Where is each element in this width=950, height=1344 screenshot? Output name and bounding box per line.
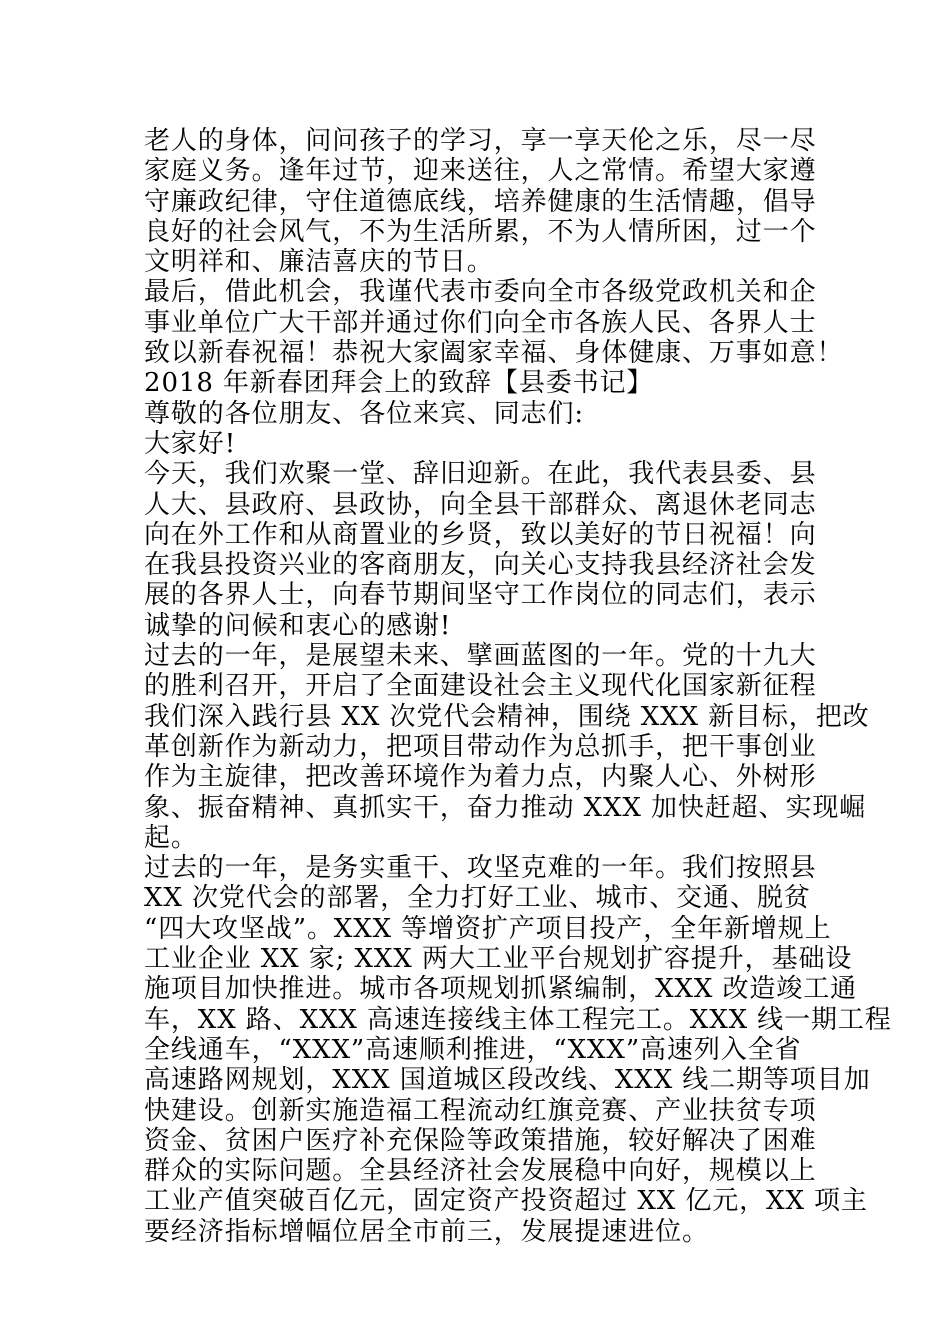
text-line: 作为主旋律，把改善环境作为着力点，内聚人心、外树形 xyxy=(144,762,817,793)
text-line: 我们深入践行县 XX 次党代会精神，围绕 XXX 新目标，把改 xyxy=(144,701,870,732)
greeting: 大家好! xyxy=(144,428,237,459)
text-line: 在我县投资兴业的客商朋友，向关心支持我县经济社会发 xyxy=(144,550,817,581)
text-line: 向在外工作和从商置业的乡贤，致以美好的节日祝福！向 xyxy=(144,519,817,550)
text-line: 资金、贫困户医疗补充保险等政策措施，较好解决了困难 xyxy=(144,1125,817,1156)
text-line: 家庭义务。逢年过节，迎来送往，人之常情。希望大家遵 xyxy=(144,156,817,187)
text-line: 诚挚的问候和衷心的感谢! xyxy=(144,610,452,641)
text-line: XX 次党代会的部署，全力打好工业、城市、交通、脱贫 xyxy=(144,883,811,914)
text-line: 老人的身体，问问孩子的学习，享一享天伦之乐，尽一尽 xyxy=(144,126,817,156)
text-line: 要经济指标增幅位居全市前三，发展提速进位。 xyxy=(144,1216,709,1247)
text-line: 守廉政纪律，守住道德底线，培养健康的生活情趣，倡导 xyxy=(144,186,817,217)
section-title: 2018 年新春团拜会上的致辞【县委书记】 xyxy=(144,368,654,399)
text-line: 文明祥和、廉洁喜庆的节日。 xyxy=(144,247,494,278)
text-line: 最后，借此机会，我谨代表市委向全市各级党政机关和企 xyxy=(144,277,817,308)
text-line: 人大、县政府、县政协，向全县干部群众、离退休老同志 xyxy=(144,489,817,520)
document-body xyxy=(144,126,892,1247)
text-line: 工业产值突破百亿元，固定资产投资超过 XX 亿元，XX 项主 xyxy=(144,1186,868,1217)
text-line: 快建设。创新实施造福工程流动红旗竞赛、产业扶贫专项 xyxy=(144,1095,817,1126)
text-line: 起。 xyxy=(144,822,198,853)
text-line: 革创新作为新动力，把项目带动作为总抓手，把干事创业 xyxy=(144,731,817,762)
text-line: 群众的实际问题。全县经济社会发展稳中向好，规模以上 xyxy=(144,1156,817,1187)
text-line: 高速路网规划，XXX 国道城区段改线、XXX 线二期等项目加 xyxy=(144,1065,871,1096)
text-line: 展的各界人士，向春节期间坚守工作岗位的同志们，表示 xyxy=(144,580,817,611)
salutation: 尊敬的各位朋友、各位来宾、同志们: xyxy=(144,398,585,429)
text-line: 致以新春祝福！恭祝大家阖家幸福、身体健康、万事如意！ xyxy=(144,338,844,369)
text-line: “四大攻坚战”。XXX 等增资扩产项目投产，全年新增规上 xyxy=(144,913,832,944)
text-line: 车，XX 路、XXX 高速连接线主体工程完工。XXX 线一期工程 xyxy=(144,1004,892,1035)
text-line: 事业单位广大干部并通过你们向全市各族人民、各界人士 xyxy=(144,307,817,338)
text-line: 过去的一年，是务实重干、攻坚克难的一年。我们按照县 xyxy=(144,853,817,884)
text-line: 良好的社会风气，不为生活所累，不为人情所困，过一个 xyxy=(144,216,817,247)
text-line: 过去的一年，是展望未来、擘画蓝图的一年。党的十九大 xyxy=(144,641,817,672)
text-line: 今天，我们欢聚一堂、辞旧迎新。在此，我代表县委、县 xyxy=(144,459,817,490)
text-line: 施项目加快推进。城市各项规划抓紧编制，XXX 改造竣工通 xyxy=(144,974,857,1005)
text-line: 的胜利召开，开启了全面建设社会主义现代化国家新征程 xyxy=(144,671,817,702)
text-line: 工业企业 XX 家; XXX 两大工业平台规划扩容提升，基础设 xyxy=(144,944,853,975)
text-line: 象、振奋精神、真抓实干，奋力推动 XXX 加快赶超、实现崛 xyxy=(144,792,867,823)
text-line: 全线通车，“XXX”高速顺利推进，“XXX”高速列入全省 xyxy=(144,1034,802,1065)
